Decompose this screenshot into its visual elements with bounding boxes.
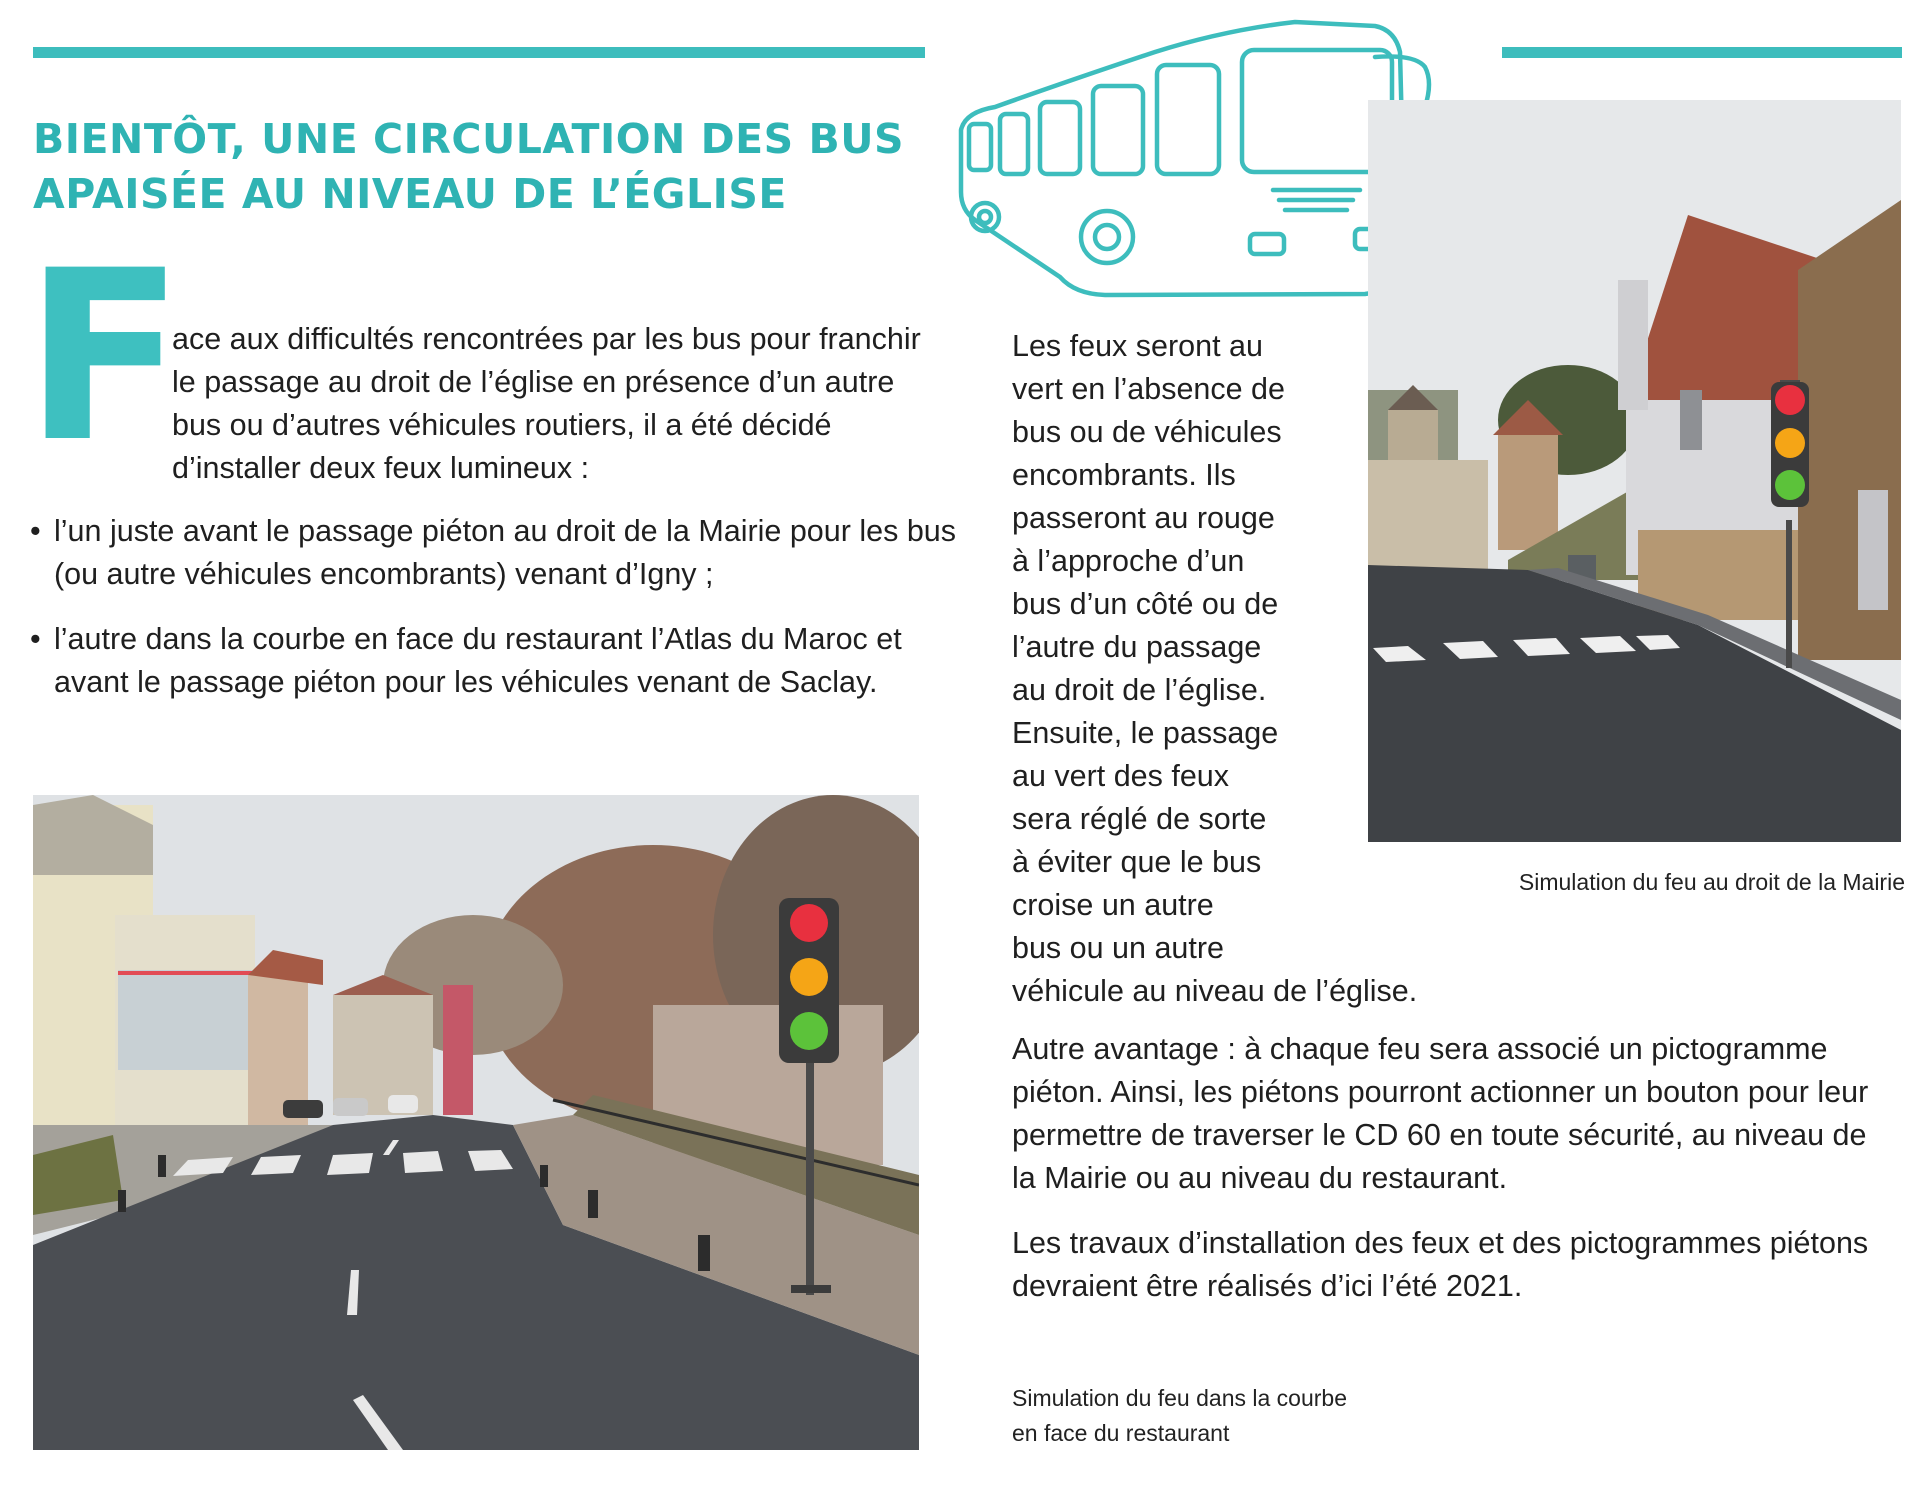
light-amber-mairie [1775, 428, 1805, 458]
right-column-line: Les feux seront au [1012, 329, 1263, 363]
right-column-line: passeront au rouge [1012, 501, 1275, 535]
caption-mairie: Simulation du feu au droit de la Mairie [1518, 869, 1905, 895]
light-green-mairie [1775, 470, 1805, 500]
light-green-restaurant [790, 1012, 828, 1050]
right-column-line: au vert des feux [1012, 759, 1230, 793]
right-column-line: à éviter que le bus [1012, 845, 1262, 879]
page-title-line-1: BIENTÔT, UNE CIRCULATION DES BUS [33, 115, 905, 163]
photo-mairie-simulation [1368, 100, 1901, 842]
right-column-line: véhicule au niveau de l’église. [1012, 974, 1418, 1008]
advantage-paragraph: Autre avantage : à chaque feu sera associé un pictogramme piéton. Ainsi, les piétons pourront actionner un bouton pour leur permettre de traverser le CD 60 en toute sécurité, au niveau de la Mairie ou au niveau du restaurant. [1012, 1032, 1869, 1195]
right-column-line: sera réglé de sorte [1012, 802, 1267, 836]
caption-restaurant [1012, 1381, 1432, 1451]
caption-restaurant-line-2: en face du restaurant [1012, 1420, 1230, 1446]
right-column-line: bus ou un autre [1012, 931, 1224, 965]
right-column-line: encombrants. Ils [1012, 458, 1236, 492]
page-title-line-2: APAISÉE AU NIVEAU DE L’ÉGLISE [33, 170, 787, 218]
light-red-restaurant [790, 904, 828, 942]
right-column-line: vert en l’absence de [1012, 372, 1285, 406]
right-column-line: croise un autre [1012, 888, 1214, 922]
intro-paragraph: ace aux difficultés rencontrées par les bus pour franchir le passage au droit de l’église en présence d’un autre bus ou d’autres véhicules routiers, il a été décidé d’installer deux feux lumineux : [172, 322, 921, 485]
bullet-item-mairie: • l’un juste avant le passage piéton au droit de la Mairie pour les bus (ou autre véhicules encombrants) venant d’Igny ; [30, 510, 959, 596]
page-title [33, 112, 933, 222]
light-amber-restaurant [790, 958, 828, 996]
drop-cap: F [24, 221, 185, 494]
caption-restaurant-line-1: Simulation du feu dans la courbe [1012, 1385, 1347, 1411]
light-red-mairie [1775, 385, 1805, 415]
right-column-line: à l’approche d’un [1012, 544, 1245, 578]
works-paragraph: Les travaux d’installation des feux et des pictogrammes piétons devraient être réalisés d’ici l’été 2021. [1012, 1226, 1869, 1303]
right-column-line: bus d’un côté ou de [1012, 587, 1279, 621]
right-column-line: au droit de l’église. [1012, 673, 1267, 707]
right-column-line: bus ou de véhicules [1012, 415, 1282, 449]
right-column-line: Ensuite, le passage [1012, 716, 1279, 750]
right-column-line: l’autre du passage [1012, 630, 1262, 664]
photo-restaurant-simulation [33, 795, 919, 1450]
header-rule-left [33, 47, 925, 58]
bullet-item-restaurant: • l’autre dans la courbe en face du restaurant l’Atlas du Maroc et avant le passage piéton pour les véhicules venant de Saclay. [30, 618, 959, 704]
header-rule-right [1502, 47, 1902, 58]
